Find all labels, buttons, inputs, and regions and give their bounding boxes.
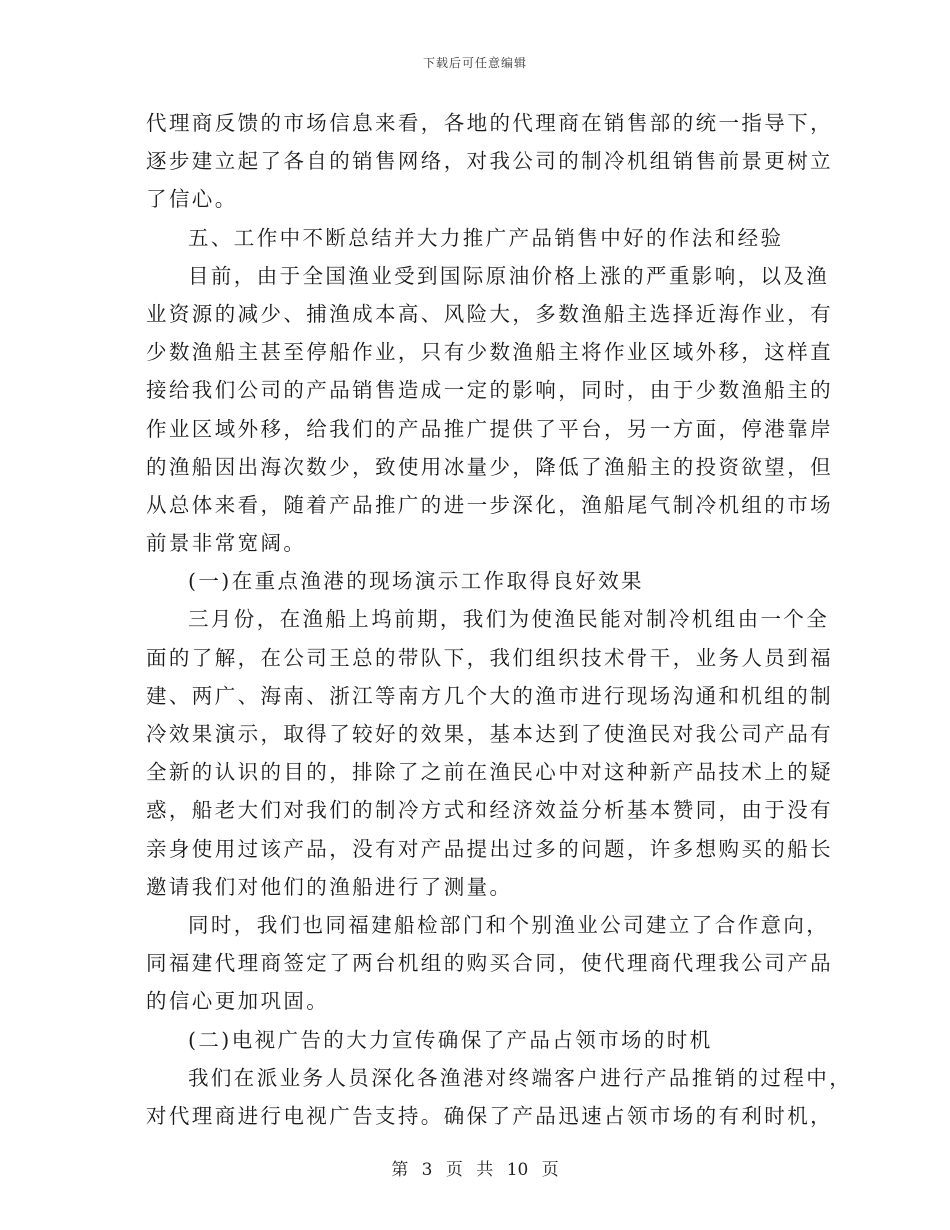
text-line: 邀请我们对他们的渔船进行了测量。 (146, 874, 513, 899)
text-line: 目前，由于全国渔业受到国际原油价格上涨的严重影响，以及渔 (188, 263, 830, 288)
page-footer: 第 3 页 共 10 页 (391, 1160, 559, 1180)
text-line: 前景非常宽阔。 (146, 531, 307, 556)
text-line: 逐步建立起了各自的销售网络，对我公司的制冷机组销售前景更树立 (146, 149, 833, 174)
text-line: 三月份，在渔船上坞前期，我们为使渔民能对制冷机组由一个全 (188, 607, 830, 632)
text-line: 同时，我们也同福建船检部门和个别渔业公司建立了合作意向， (188, 912, 830, 937)
text-line: 亲身使用过该产品，没有对产品提出过多的问题，许多想购买的船长 (146, 836, 833, 861)
text-line: 五、工作中不断总结并大力推广产品销售中好的作法和经验 (188, 225, 784, 250)
text-line: 冷效果演示，取得了较好的效果，基本达到了使渔民对我公司产品有 (146, 722, 833, 746)
document-body (146, 104, 853, 1135)
text-line: 面的了解，在公司王总的带队下，我们组织技术骨干，业务人员到福 (146, 645, 833, 670)
text-line: 作业区域外移，给我们的产品推广提供了平台，另一方面，停港靠岸 (146, 416, 833, 441)
text-line: (二)电视广告的大力宣传确保了产品占领市场的时机 (188, 1027, 713, 1052)
text-line: 建、两广、海南、浙江等南方几个大的渔市进行现场沟通和机组的制 (146, 683, 833, 708)
text-line: 接给我们公司的产品销售造成一定的影响，同时，由于少数渔船主的 (146, 378, 833, 403)
text-line: 业资源的减少、捕渔成本高、风险大，多数渔船主选择近海作业，有 (146, 301, 833, 326)
text-line: 对代理商进行电视广告支持。确保了产品迅速占领市场的有利时机， (146, 1103, 833, 1128)
text-line: 从总体来看，随着产品推广的进一步深化，渔船尾气制冷机组的市场 (146, 492, 833, 517)
text-line: 代理商反馈的市场信息来看，各地的代理商在销售部的统一指导下， (146, 111, 833, 135)
text-line: (一)在重点渔港的现场演示工作取得良好效果 (188, 569, 644, 594)
text-line: 全新的认识的目的，排除了之前在渔民心中对这种新产品技术上的疑 (146, 760, 833, 785)
text-line: 惑，船老大们对我们的制冷方式和经济效益分析基本赞同，由于没有 (146, 798, 833, 823)
text-line: 了信心。 (146, 187, 238, 212)
text-line: 的信心更加巩固。 (146, 989, 330, 1014)
text-line: 我们在派业务人员深化各渔港对终端客户进行产品推销的过程中， (188, 1065, 853, 1090)
text-line: 同福建代理商签定了两台机组的购买合同，使代理商代理我公司产品 (146, 951, 833, 976)
page-header: 下载后可任意编辑 (422, 56, 527, 70)
text-line: 的渔船因出海次数少，致使用冰量少，降低了渔船主的投资欲望，但 (146, 454, 833, 479)
text-line: 少数渔船主甚至停船作业，只有少数渔船主将作业区域外移，这样直 (146, 340, 833, 365)
